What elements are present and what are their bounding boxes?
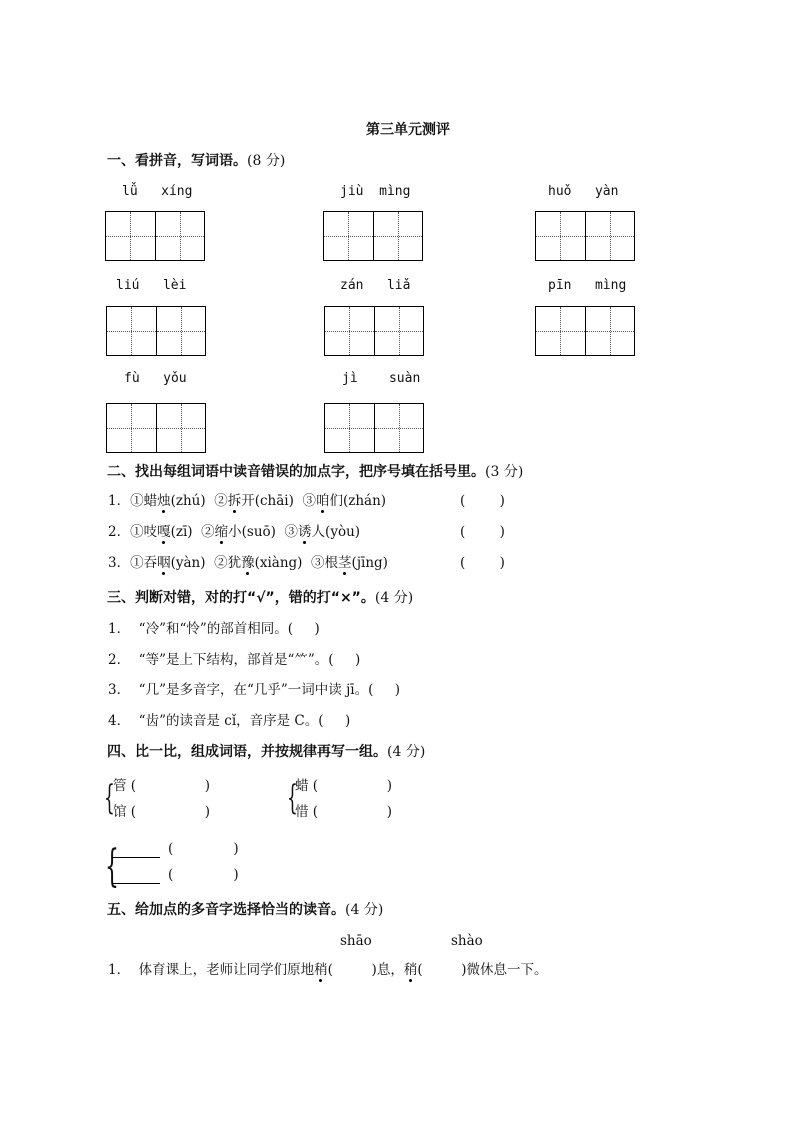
grid-cell[interactable] bbox=[157, 307, 206, 355]
text-segment: 咽 bbox=[157, 555, 171, 571]
points: (4 分) bbox=[374, 590, 414, 606]
text-segment: ② bbox=[214, 493, 228, 509]
grid-cell[interactable] bbox=[107, 404, 157, 452]
points: (4 分) bbox=[387, 744, 426, 760]
writing-grid[interactable] bbox=[535, 211, 635, 261]
text-segment: ③根 bbox=[311, 555, 339, 571]
answer-blank[interactable]: ( ) bbox=[460, 493, 505, 509]
text-segment: (yàn) bbox=[170, 555, 206, 571]
compare-word[interactable]: 馆 ( ) bbox=[113, 804, 210, 820]
sentence bbox=[108, 961, 547, 979]
pinyin-prompt: huǒ yàn bbox=[548, 184, 619, 199]
brace-icon: { bbox=[104, 778, 115, 818]
fill-line[interactable] bbox=[112, 883, 160, 884]
text-segment: 1． bbox=[108, 493, 131, 509]
answer-blank[interactable]: ( ) bbox=[168, 841, 239, 857]
question-row bbox=[108, 492, 386, 510]
fill-line[interactable] bbox=[112, 857, 160, 858]
text-segment: ( )微休息一下。 bbox=[417, 962, 548, 978]
compare-word[interactable]: 蜡 ( ) bbox=[295, 778, 392, 794]
grid-cell[interactable] bbox=[325, 307, 375, 355]
section-2-heading bbox=[107, 463, 523, 481]
text-segment: 嘎 bbox=[157, 524, 171, 540]
text-segment: 3． bbox=[108, 555, 131, 571]
text-segment: 人(yòu) bbox=[311, 524, 361, 540]
writing-grid[interactable] bbox=[324, 306, 424, 356]
question-row bbox=[108, 523, 360, 541]
section-5-heading bbox=[107, 901, 383, 919]
text-segment: (xiàng) bbox=[254, 555, 303, 571]
text-segment: 们(zhán) bbox=[329, 493, 387, 509]
heading-text: 五、给加点的多音字选择恰当的读音。 bbox=[107, 902, 345, 918]
grid-cell[interactable] bbox=[106, 212, 156, 260]
pinyin-prompt: liú lèi bbox=[116, 278, 187, 293]
text-segment: ③ bbox=[284, 524, 299, 540]
text-segment: 稍 bbox=[314, 962, 328, 978]
text-segment: 诱 bbox=[298, 524, 312, 540]
text-segment: 烛 bbox=[157, 493, 171, 509]
grid-cell[interactable] bbox=[536, 212, 586, 260]
text-segment: ①吱 bbox=[130, 524, 158, 540]
heading-text: 一、看拼音，写词语。 bbox=[107, 153, 247, 169]
pinyin-prompt: zán liǎ bbox=[340, 278, 411, 293]
text-segment: ( )息， bbox=[327, 962, 404, 978]
grid-cell[interactable] bbox=[375, 404, 424, 452]
text-segment: (zī) bbox=[170, 524, 193, 540]
compare-word[interactable]: 管 ( ) bbox=[113, 778, 210, 794]
text-segment: 拆 bbox=[227, 493, 242, 509]
text-segment: 2． bbox=[108, 524, 131, 540]
writing-grid[interactable] bbox=[323, 211, 423, 261]
text-segment: (zhú) bbox=[170, 493, 206, 509]
writing-grid[interactable] bbox=[535, 306, 635, 356]
pinyin-prompt: lǚ xíng bbox=[122, 184, 193, 199]
text-segment: 小(suō) bbox=[228, 524, 276, 540]
pinyin-prompt: fù yǒu bbox=[124, 371, 187, 386]
pinyin-option: shào bbox=[451, 933, 483, 949]
text-segment: ①吞 bbox=[130, 555, 158, 571]
points: (8 分) bbox=[247, 153, 286, 169]
answer-blank[interactable]: ( ) bbox=[460, 524, 505, 540]
pinyin-prompt: jì suàn bbox=[342, 371, 421, 386]
points: (4 分) bbox=[345, 902, 384, 918]
grid-cell[interactable] bbox=[156, 212, 205, 260]
pinyin-option: shāo bbox=[340, 933, 372, 949]
grid-cell[interactable] bbox=[586, 212, 635, 260]
points: (3 分) bbox=[485, 464, 524, 480]
text-segment: 豫 bbox=[241, 555, 255, 571]
grid-cell[interactable] bbox=[536, 307, 586, 355]
text-segment: (jīng) bbox=[351, 555, 388, 571]
heading-text: 四、比一比，组成词语，并按规律再写一组。 bbox=[107, 744, 387, 760]
grid-cell[interactable] bbox=[374, 212, 423, 260]
brace-icon: { bbox=[287, 778, 298, 818]
text-segment: ①蜡 bbox=[130, 493, 158, 509]
judgement-item[interactable]: 3． “几”是多音字，在“几乎”一词中读 jī。( ) bbox=[108, 682, 401, 698]
writing-grid[interactable] bbox=[324, 403, 424, 453]
compare-word[interactable]: 惜 ( ) bbox=[295, 804, 392, 820]
answer-blank[interactable]: ( ) bbox=[460, 555, 505, 571]
text-segment: 茎 bbox=[338, 555, 352, 571]
section-1-heading bbox=[107, 152, 285, 170]
text-segment: ②犹 bbox=[214, 555, 242, 571]
judgement-item[interactable]: 4． “齿”的读音是 cǐ，音序是 C。( ) bbox=[108, 713, 351, 729]
grid-cell[interactable] bbox=[107, 307, 157, 355]
writing-grid[interactable] bbox=[106, 403, 206, 453]
question-row bbox=[108, 554, 388, 572]
page-title: 第三单元测评 bbox=[366, 122, 450, 138]
grid-cell[interactable] bbox=[325, 404, 375, 452]
pinyin-prompt: jiù mìng bbox=[340, 184, 411, 199]
text-segment: 稍 bbox=[403, 962, 418, 978]
answer-blank[interactable]: ( ) bbox=[168, 867, 239, 883]
section-4-heading bbox=[107, 743, 425, 761]
writing-grid[interactable] bbox=[105, 211, 205, 261]
text-segment: 开(chāi) bbox=[241, 493, 294, 509]
grid-cell[interactable] bbox=[586, 307, 635, 355]
text-segment: ② bbox=[201, 524, 215, 540]
text-segment: ③ bbox=[302, 493, 316, 509]
heading-text: 二、找出每组词语中读音错误的加点字，把序号填在括号里。 bbox=[107, 464, 485, 480]
text-segment: 咱 bbox=[315, 493, 330, 509]
brace-icon: { bbox=[105, 841, 119, 892]
text-segment: 缩 bbox=[214, 524, 229, 540]
pinyin-prompt: pīn mìng bbox=[548, 278, 627, 293]
grid-cell[interactable] bbox=[157, 404, 206, 452]
writing-grid[interactable] bbox=[106, 306, 206, 356]
grid-cell[interactable] bbox=[375, 307, 424, 355]
judgement-item[interactable]: 2． “等”是上下结构，部首是“⺮”。( ) bbox=[108, 652, 361, 668]
judgement-item[interactable]: 1． “冷”和“怜”的部首相同。( ) bbox=[108, 621, 320, 637]
text-segment: 1． 体育课上，老师让同学们原地 bbox=[108, 962, 315, 978]
heading-text: 三、判断对错，对的打“√”，错的打“×”。 bbox=[107, 590, 375, 606]
grid-cell[interactable] bbox=[324, 212, 374, 260]
section-3-heading bbox=[107, 589, 413, 607]
